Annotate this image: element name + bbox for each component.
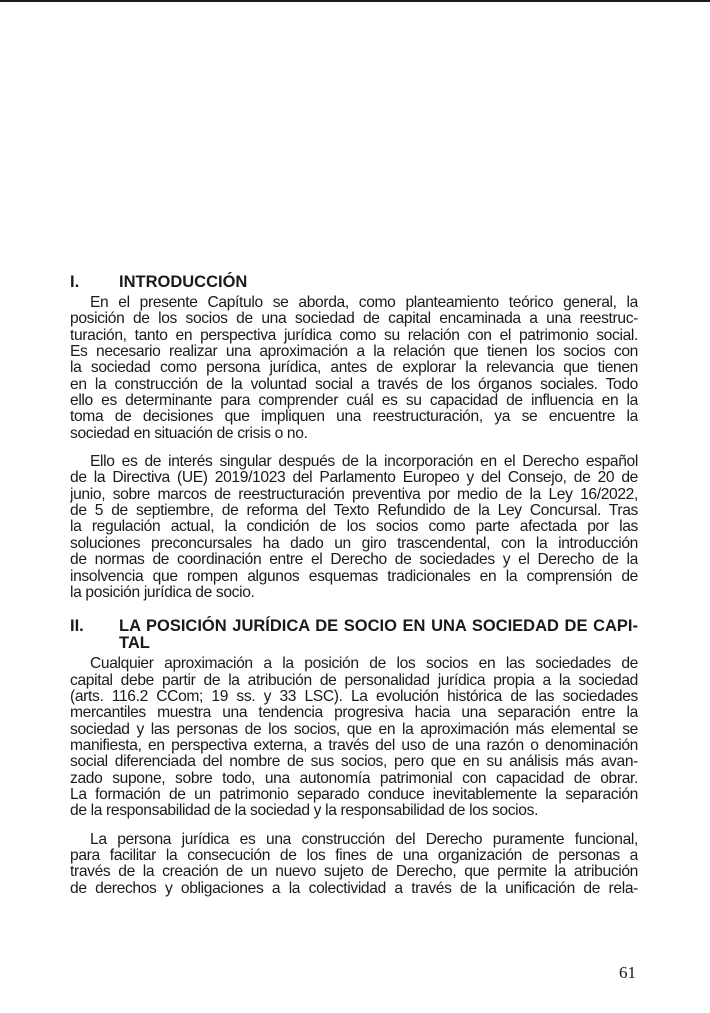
page-top-edge [0, 0, 710, 2]
text-line: insolvencia que rompen algunos esquemas tradicionales en la comprensión de [70, 568, 638, 585]
text-line: la sociedad como persona jurídica, antes de explorar la relevancia que tienen [70, 360, 638, 377]
section-number: I. [70, 273, 80, 291]
section-posicion-juridica [70, 618, 638, 897]
section-heading [70, 618, 638, 652]
text-line: capital debe partir de la atribución de personalidad jurídica propia a la sociedad [70, 672, 638, 689]
text-line: la regulación actual, la condición de los socios como parte afectada por las [70, 519, 638, 536]
text-line: de la Directiva (UE) 2019/1023 del Parlamento Europeo y del Consejo, de 20 de [70, 470, 638, 487]
text-line: la posición jurídica de socio. [70, 584, 255, 601]
text-line: junio, sobre marcos de reestructuración preventiva por medio de la Ley 16/2022, [70, 486, 638, 503]
paragraph [70, 832, 638, 897]
text-line: La persona jurídica es una construcción del Derecho puramente funcional, [90, 831, 638, 848]
text-line: de normas de coordinación entre el Derecho de sociedades y el Derecho de la [70, 552, 638, 569]
text-line: La formación de un patrimonio separado conduce inevitablemente la separación [70, 786, 638, 803]
paragraph [70, 454, 638, 601]
text-line: En el presente Capítulo se aborda, como planteamiento teórico general, la [90, 295, 638, 311]
page-body [70, 274, 638, 897]
text-line: mercantiles muestra una tendencia progresiva hacia una separación entre la [70, 705, 638, 722]
section-title-line: INTRODUCCIÓN [119, 273, 248, 291]
text-line: de derechos y obligaciones a la colectividad a través de la unificación de rela- [70, 880, 638, 897]
text-line: social diferenciada del nombre de sus socios, pero que en su análisis más avan- [70, 754, 638, 771]
text-line: posición de los socios de una sociedad de capital encaminada a una reestruc- [70, 311, 638, 328]
page-number: 61 [619, 963, 636, 982]
section-introduccion [70, 274, 638, 601]
text-line: ello es determinante para comprender cuál es su capacidad de influencia en la [70, 393, 638, 410]
section-heading [70, 274, 638, 291]
text-line: para facilitar la consecución de los fines de una organización de personas a [70, 847, 638, 864]
paragraph [70, 295, 638, 442]
text-line: en la construcción de la voluntad social a través de los órganos sociales. Todo [70, 376, 638, 393]
text-line: sociedad y las personas de los socios, que en la aproximación más elemental se [70, 721, 638, 738]
text-line: zado supone, sobre todo, una autonomía patrimonial con capacidad de obrar. [70, 770, 638, 787]
text-line: de 5 de septiembre, de reforma del Texto Refundido de la Ley Concursal. Tras [70, 503, 638, 520]
section-title [119, 274, 638, 291]
text-line: Cualquier aproximación a la posición de los socios en las sociedades de [90, 656, 638, 673]
text-line: turación, tanto en perspectiva jurídica como su relación con el patrimonio social. [70, 327, 638, 344]
text-line: toma de decisiones que impliquen una reestructuración, ya se encuentre la [70, 409, 638, 426]
paragraph [70, 656, 638, 819]
text-line: sociedad en situación de crisis o no. [70, 425, 308, 442]
text-line: manifiesta, en perspectiva externa, a través del uso de una razón o denominación [70, 737, 638, 754]
text-line: Es necesario realizar una aproximación a la relación que tienen los socios con [70, 344, 638, 361]
section-number: II. [70, 617, 84, 636]
section-title-line: LA POSICIÓN JURÍDICA DE SOCIO EN UNA SOCIEDAD DE CAPI- [119, 617, 638, 636]
text-line: soluciones preconcursales ha dado un giro trascendental, con la introducción [70, 535, 638, 552]
text-line: Ello es de interés singular después de la incorporación en el Derecho español [90, 454, 638, 471]
section-title [119, 618, 638, 652]
text-line: de la responsabilidad de la sociedad y la responsabilidad de los socios. [70, 803, 539, 820]
text-line: través de la creación de un nuevo sujeto de Derecho, que permite la atribución [70, 864, 638, 881]
text-line: (arts. 116.2 CCom; 19 ss. y 33 LSC). La evolución histórica de las sociedades [70, 688, 638, 705]
section-title-line: TAL [119, 634, 150, 653]
